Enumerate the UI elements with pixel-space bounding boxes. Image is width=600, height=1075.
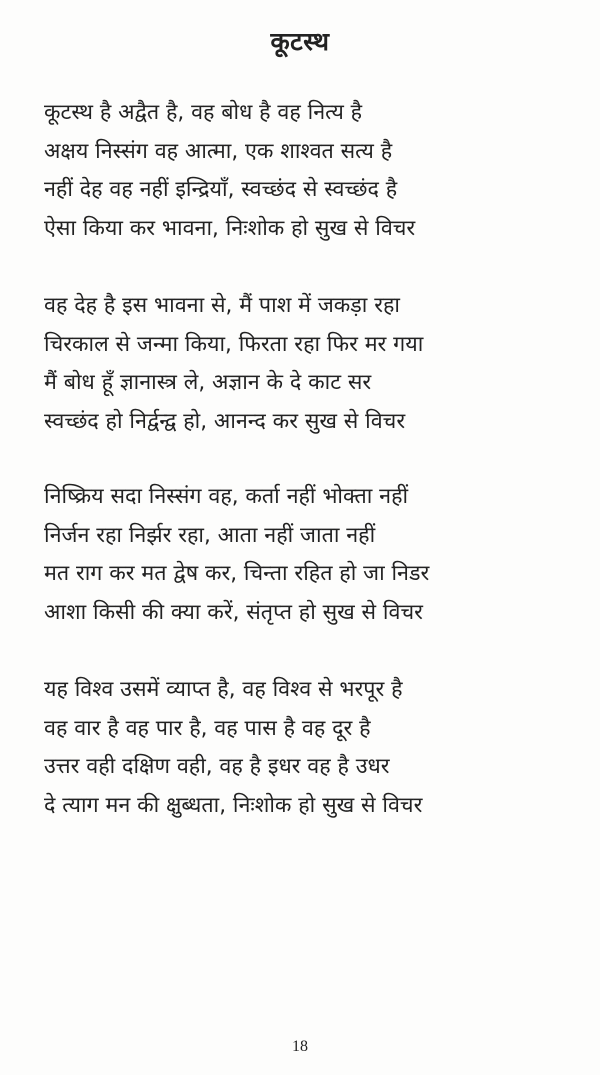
poem-line: मैं बोध हूँ ज्ञानास्त्र ले, अज्ञान के दे काट सर xyxy=(44,370,372,395)
stanza-3 xyxy=(44,478,564,632)
poem-line: ऐसा किया कर भावना, निःशोक हो सुख से विचर xyxy=(44,215,416,241)
poem-line: यह विश्व उसमें व्याप्त है, वह विश्व से भरपूर है xyxy=(44,677,403,702)
poem-line: मत राग कर मत द्वेष कर, चिन्ता रहित हो जा निडर xyxy=(44,561,430,586)
stanza-1 xyxy=(44,94,564,248)
stanza-4 xyxy=(44,671,564,825)
poem-line: चिरकाल से जन्मा किया, फिरता रहा फिर मर गया xyxy=(44,331,424,357)
poem-line: आशा किसी की क्या करें, संतृप्त हो सुख से विचर xyxy=(44,599,423,625)
poem-line: अक्षय निस्संग वह आत्मा, एक शाश्वत सत्य है xyxy=(44,138,393,164)
poem-line: उत्तर वही दक्षिण वही, वह है इधर वह है उधर xyxy=(44,754,390,779)
poem-line: निर्जन रहा निर्झर रहा, आता नहीं जाता नहीं xyxy=(44,522,376,548)
poem-line: वह देह है इस भावना से, मैं पाश में जकड़ा रहा xyxy=(44,293,400,318)
poem-line: वह वार है वह पार है, वह पास है वह दूर है xyxy=(44,715,371,741)
page-number: 18 xyxy=(292,1038,308,1055)
poem-line: स्वच्छंद हो निर्द्वन्द्व हो, आनन्द कर सुख से विचर xyxy=(44,408,406,434)
stanza-2 xyxy=(44,287,564,441)
poem-line: निष्क्रिय सदा निस्संग वह, कर्ता नहीं भोक्ता नहीं xyxy=(44,484,409,509)
poem-line: नहीं देह वह नहीं इन्द्रियाँ, स्वच्छंद से स्वच्छंद है xyxy=(44,177,398,202)
poem-line: दे त्याग मन की क्षुब्धता, निःशोक हो सुख से विचर xyxy=(44,792,423,818)
poem-line: कूटस्थ है अद्वैत है, वह बोध है वह नित्य है xyxy=(44,100,363,125)
poem-title: कूटस्थ xyxy=(270,27,330,56)
